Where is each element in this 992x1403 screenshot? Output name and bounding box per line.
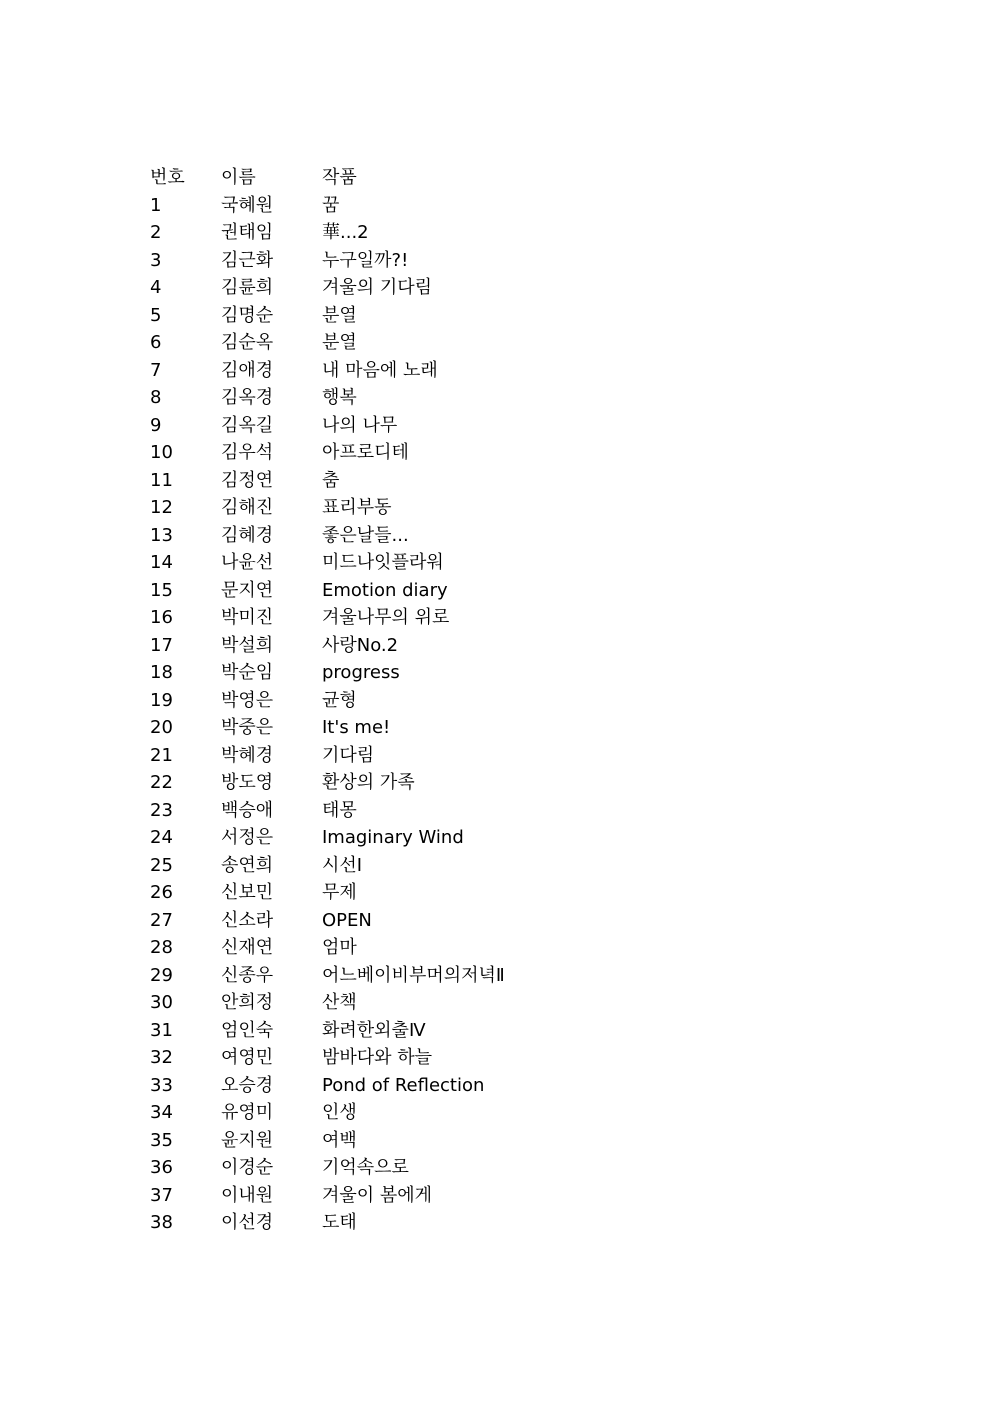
row-work: 어느베이비부머의저녁Ⅱ	[322, 964, 505, 986]
row-name: 박순임	[221, 662, 274, 683]
row-number: 30	[150, 992, 173, 1013]
table-row	[150, 962, 722, 990]
row-number: 37	[150, 1184, 173, 1206]
row-name: 신종우	[221, 964, 274, 986]
table-row	[150, 274, 722, 302]
row-number: 25	[150, 854, 173, 876]
row-name: 방도영	[221, 772, 274, 793]
table-row	[150, 329, 722, 357]
row-name: 김해진	[221, 497, 274, 518]
row-number: 7	[150, 359, 162, 381]
row-name: 윤지원	[221, 1129, 274, 1151]
row-name: 김순옥	[221, 332, 274, 353]
row-number: 16	[150, 607, 173, 628]
table-row	[150, 577, 722, 605]
row-work: 환상의 가족	[322, 772, 415, 793]
row-number: 2	[150, 222, 162, 243]
row-work: 기억속으로	[322, 1157, 409, 1178]
row-number: 24	[150, 827, 173, 848]
row-work: Imaginary Wind	[322, 827, 464, 848]
table-row	[150, 769, 722, 797]
row-work: 겨울나무의 위로	[322, 607, 450, 628]
row-work: 겨울의 기다림	[322, 277, 433, 298]
row-name: 박설희	[221, 634, 274, 656]
row-number: 35	[150, 1129, 173, 1151]
row-work: 시선Ⅰ	[322, 854, 363, 876]
row-work: 꿈	[322, 194, 340, 216]
row-number: 8	[150, 387, 162, 408]
row-number: 5	[150, 304, 162, 326]
table-row	[150, 1154, 722, 1182]
row-number: 4	[150, 277, 162, 298]
row-number: 22	[150, 772, 173, 793]
row-name: 박중은	[221, 717, 274, 738]
row-work: 엄마	[322, 937, 357, 958]
row-work: OPEN	[322, 909, 372, 931]
table-row	[150, 1099, 722, 1127]
row-name: 문지연	[221, 579, 274, 601]
row-name: 여영민	[221, 1047, 274, 1068]
row-number: 33	[150, 1074, 173, 1096]
table-row	[150, 824, 722, 852]
row-name: 김명순	[221, 304, 274, 326]
row-work: 춤	[322, 469, 340, 491]
row-name: 김옥경	[221, 387, 274, 408]
row-work: 분열	[322, 304, 357, 326]
row-work: 인생	[322, 1102, 357, 1123]
row-number: 20	[150, 717, 173, 738]
table-row	[150, 219, 722, 247]
table-row	[150, 549, 722, 577]
row-work: 겨울이 봄에게	[322, 1184, 433, 1206]
table-row	[150, 742, 722, 770]
table-row	[150, 302, 722, 330]
table-row	[150, 604, 722, 632]
row-name: 나윤선	[221, 552, 274, 573]
table-row	[150, 934, 722, 962]
row-number: 6	[150, 332, 162, 353]
row-work: 화려한외출Ⅳ	[322, 1019, 426, 1041]
table-row	[150, 852, 722, 880]
row-number: 31	[150, 1019, 173, 1041]
row-name: 김정연	[221, 469, 274, 491]
row-name: 유영미	[221, 1102, 274, 1123]
row-name: 박혜경	[221, 744, 274, 766]
row-number: 29	[150, 964, 173, 986]
row-number: 9	[150, 414, 162, 436]
row-number: 1	[150, 194, 162, 216]
row-number: 38	[150, 1212, 173, 1233]
table-row	[150, 907, 722, 935]
header-work: 작품	[322, 167, 357, 188]
row-number: 27	[150, 909, 173, 931]
row-work: Pond of Reflection	[322, 1074, 485, 1096]
row-name: 신재연	[221, 937, 274, 958]
row-work: 태몽	[322, 799, 357, 821]
row-number: 17	[150, 634, 173, 656]
table-row	[150, 659, 722, 687]
row-work: 행복	[322, 387, 357, 408]
row-work: 기다림	[322, 744, 375, 766]
row-name: 김애경	[221, 359, 274, 381]
table-row	[150, 1182, 722, 1210]
row-work: 미드나잇플라워	[322, 552, 444, 573]
table-row	[150, 1127, 722, 1155]
row-name: 백승애	[221, 799, 274, 821]
row-number: 36	[150, 1157, 173, 1178]
table-row	[150, 357, 722, 385]
row-name: 박미진	[221, 607, 274, 628]
row-name: 김옥길	[221, 414, 274, 436]
row-name: 이경순	[221, 1157, 274, 1178]
row-work: 표리부동	[322, 497, 392, 518]
table-row	[150, 522, 722, 550]
table-row	[150, 989, 722, 1017]
table-row	[150, 384, 722, 412]
row-work: 사랑No.2	[322, 634, 399, 656]
table-row	[150, 632, 722, 660]
table-row	[150, 1072, 722, 1100]
table-row	[150, 467, 722, 495]
row-work: 좋은날들...	[322, 524, 409, 546]
row-name: 엄인숙	[221, 1019, 274, 1041]
row-name: 권태임	[221, 222, 274, 243]
row-number: 14	[150, 552, 173, 573]
table-row	[150, 1044, 722, 1072]
row-name: 이선경	[221, 1212, 274, 1233]
row-number: 12	[150, 497, 173, 518]
row-number: 10	[150, 442, 173, 463]
header-number: 번호	[150, 167, 185, 188]
header-name: 이름	[221, 167, 256, 188]
row-number: 15	[150, 579, 173, 601]
row-work: 산책	[322, 992, 357, 1013]
row-number: 34	[150, 1102, 173, 1123]
table-row	[150, 192, 722, 220]
artwork-list-table	[150, 164, 722, 1237]
row-name: 신보민	[221, 882, 274, 903]
row-work: 도태	[322, 1212, 357, 1233]
row-number: 23	[150, 799, 173, 821]
row-name: 오승경	[221, 1074, 274, 1096]
row-number: 28	[150, 937, 173, 958]
row-name: 김근화	[221, 249, 274, 271]
row-work: 내 마음에 노래	[322, 359, 438, 381]
table-row	[150, 797, 722, 825]
row-work: 아프로디테	[322, 442, 409, 463]
table-row	[150, 1017, 722, 1045]
table-row	[150, 879, 722, 907]
row-name: 국혜원	[221, 194, 274, 216]
row-number: 3	[150, 249, 162, 271]
row-number: 13	[150, 524, 173, 546]
table-row	[150, 439, 722, 467]
row-number: 18	[150, 662, 173, 683]
table-row	[150, 714, 722, 742]
row-name: 신소라	[221, 909, 274, 931]
row-work: 華...2	[322, 222, 369, 243]
row-work: 무제	[322, 882, 357, 903]
table-row	[150, 494, 722, 522]
row-name: 김우석	[221, 442, 274, 463]
table-row	[150, 412, 722, 440]
row-work: progress	[322, 662, 400, 683]
row-work: 나의 나무	[322, 414, 398, 436]
row-name: 서정은	[221, 827, 274, 848]
row-work: 균형	[322, 689, 357, 711]
row-work: 밤바다와 하늘	[322, 1047, 433, 1068]
row-number: 26	[150, 882, 173, 903]
row-work: 분열	[322, 332, 357, 353]
row-name: 안희정	[221, 992, 274, 1013]
row-number: 11	[150, 469, 173, 491]
table-row	[150, 687, 722, 715]
table-header-row	[150, 164, 722, 192]
row-work: It's me!	[322, 717, 391, 738]
row-name: 이내원	[221, 1184, 274, 1206]
row-name: 송연희	[221, 854, 274, 876]
row-name: 김륜희	[221, 277, 274, 298]
row-work: Emotion diary	[322, 579, 448, 601]
row-number: 32	[150, 1047, 173, 1068]
row-name: 박영은	[221, 689, 274, 711]
table-row	[150, 1209, 722, 1237]
table-row	[150, 247, 722, 275]
row-number: 21	[150, 744, 173, 766]
row-work: 누구일까?!	[322, 249, 409, 271]
row-work: 여백	[322, 1129, 357, 1151]
row-number: 19	[150, 689, 173, 711]
row-name: 김혜경	[221, 524, 274, 546]
